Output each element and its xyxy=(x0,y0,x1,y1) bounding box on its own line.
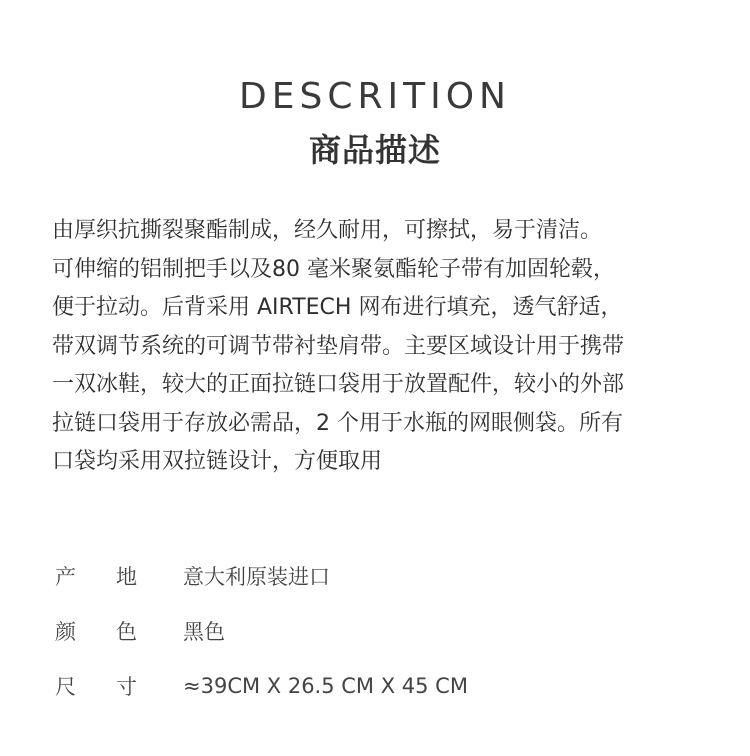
spec-key-char: 地 xyxy=(116,564,137,589)
spec-key xyxy=(55,616,183,646)
spec-key-char: 尺 xyxy=(55,674,76,699)
page-title-chinese: 商品描述 xyxy=(308,131,441,169)
description-line: 口袋均采用双拉链设计，方便取用 xyxy=(52,449,383,474)
description-line: 一双冰鞋，较大的正面拉链口袋用于放置配件，较小的外部 xyxy=(52,372,625,397)
description-line: 由厚织抗撕裂聚酯制成，经久耐用，可擦拭，易于清洁。 xyxy=(52,218,603,243)
description-line: 便于拉动。后背采用 AIRTECH 网布进行填充，透气舒适， xyxy=(52,295,623,320)
description-line: 带双调节系统的可调节带衬垫肩带。主要区域设计用于携带 xyxy=(52,333,625,359)
product-description xyxy=(52,212,720,482)
spec-key xyxy=(55,561,183,591)
spec-key-char: 寸 xyxy=(116,674,137,699)
spec-key-char: 色 xyxy=(116,619,137,644)
spec-key-char: 颜 xyxy=(55,619,76,644)
page-title-english: DESCRITION xyxy=(239,76,511,117)
spec-row-origin xyxy=(55,548,695,603)
description-line: 可伸缩的铝制把手以及80 毫米聚氨酯轮子带有加固轮毂， xyxy=(52,256,615,282)
spec-value-color: 黑色 xyxy=(183,619,225,644)
spec-row-size xyxy=(55,658,695,713)
spec-table xyxy=(55,548,695,713)
spec-key xyxy=(55,671,183,701)
spec-row-color xyxy=(55,603,695,658)
spec-value-origin: 意大利原装进口 xyxy=(183,564,330,589)
spec-value-size: ≈39CM X 26.5 CM X 45 CM xyxy=(183,673,468,698)
spec-key-char: 产 xyxy=(55,564,76,589)
description-line: 拉链口袋用于存放必需品，2 个用于水瓶的网眼侧袋。所有 xyxy=(52,410,623,436)
